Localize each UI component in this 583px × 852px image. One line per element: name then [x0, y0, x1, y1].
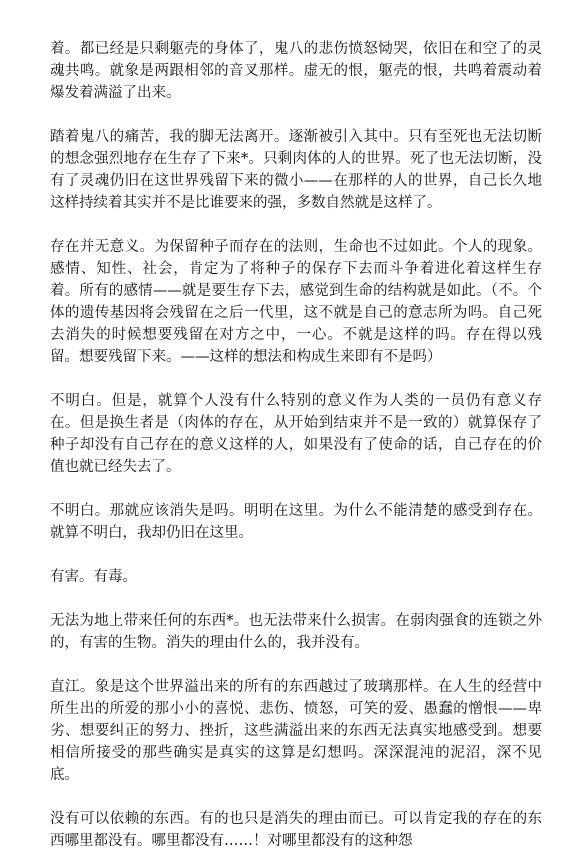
paragraph-1: 着。都已经是只剩躯壳的身体了，鬼八的悲伤愤怒恸哭，依旧在和空了的灵魂共鸣。就象是两跟相邻的音叉那样。虚无的恨，躯壳的恨，共鸣着震动着爆发着满溢了出来。 — [50, 41, 542, 101]
paragraph-2: 踏着鬼八的痛苦，我的脚无法离开。逐渐被引入其中。只有至死也无法切断的想念强烈地存在生存了下来*。只剩肉体的人的世界。死了也无法切断，没有了灵魂仍旧在这世界残留下来的微小——在那样的人的世界，自己长久地这样持续着其实并不是比谁要来的强，多数自然就是这样了。 — [50, 129, 542, 211]
paragraph-9: 没有可以依赖的东西。有的也只是消失的理由而已。可以肯定我的存在的东西哪里都没有。哪里都没有……！对哪里都没有的这种怨 — [50, 811, 542, 849]
paragraph-5: 不明白。那就应该消失是吗。明明在这里。为什么不能清楚的感受到存在。就算不明白，我却仍旧在这里。 — [50, 503, 542, 541]
paragraph-8: 直江。象是这个世界溢出来的所有的东西越过了玻璃那样。在人生的经营中所生出的所爱的那小小的喜悦、悲伤、愤怒，可笑的爱、愚蠢的憎恨——卑劣、想要纠正的努力、挫折，这些满溢出来的东西无法真实地感受到。想要相信所接受的那些确实是真实的这算是幻想吗。深深混沌的泥沼，深不见底。 — [50, 679, 542, 783]
paragraph-6: 有害。有毒。 — [50, 569, 137, 585]
document-body — [50, 38, 542, 852]
paragraph-3: 存在并无意义。为保留种子而存在的法则，生命也不过如此。个人的现象。感情、知性、社会，肯定为了将种子的保存下去而斗争着进化着这样生存着。所有的感情——就是要生存下去，感觉到生命的结构就是如此。（不。个体的遗传基因将会残留在之后一代里，这不就是自己的意志所为吗。自己死去消失的时候想要残留在对方之中，一心。不就是这样的吗。存在得以残留。想要残留下来。——这样的想法和构成生来即有不是吗） — [50, 239, 542, 365]
paragraph-7: 无法为地上带来任何的东西*。也无法带来什么损害。在弱肉强食的连锁之外的，有害的生物。消失的理由什么的，我并没有。 — [50, 613, 542, 651]
paragraph-4: 不明白。但是，就算个人没有什么特别的意义作为人类的一员仍有意义存在。但是换生者是（肉体的存在，从开始到结束并不是一致的）就算保存了种子却没有自己存在的意义这样的人，如果没有了使命的话，自己存在的价值也就已经失去了。 — [50, 393, 542, 475]
